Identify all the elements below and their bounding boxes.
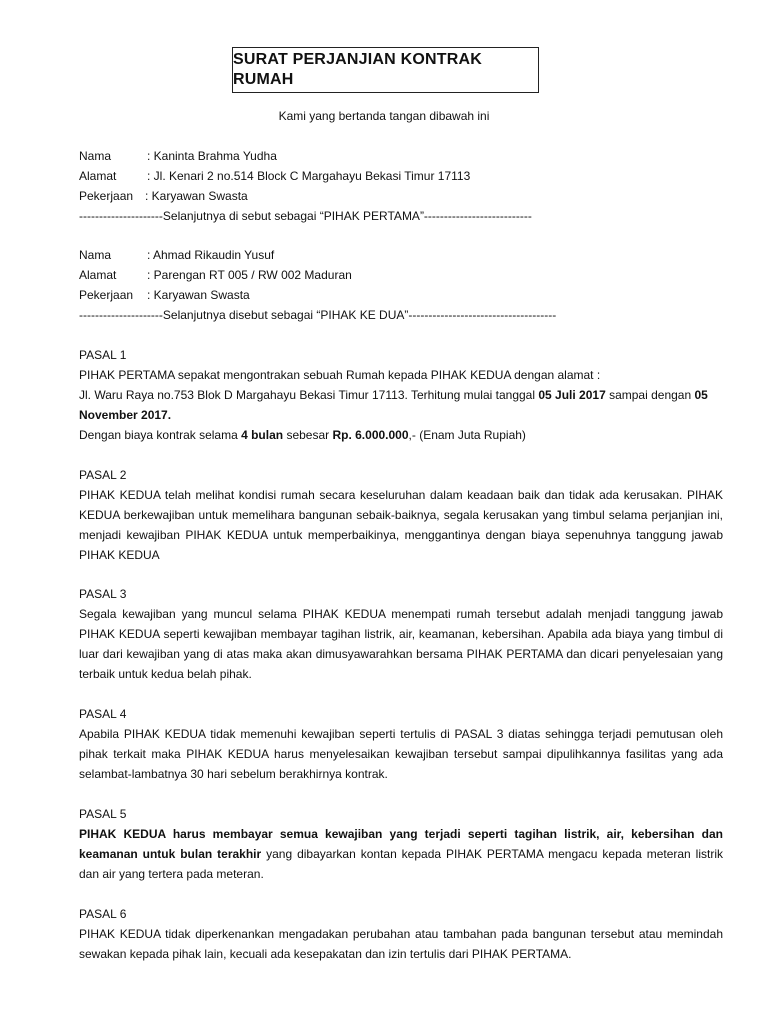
biaya-kontrak: Rp. 6.000.000	[332, 428, 409, 442]
pekerjaan-label: Pekerjaan	[79, 288, 134, 302]
pekerjaan-label: Pekerjaan	[79, 189, 134, 203]
pasal-5-bold-text: PIHAK KEDUA harus membayar semua kewajiban yang terjadi seperti tagihan listrik, air, kebersihan dan keamanan untuk bulan terakhir	[79, 827, 723, 861]
pasal-heading: PASAL 6	[79, 907, 127, 921]
pasal-5-text	[79, 824, 723, 884]
pasal-heading: PASAL 3	[79, 587, 127, 601]
field-row	[79, 285, 699, 305]
nama-label: Nama	[79, 248, 112, 262]
connector-text: sampai dengan	[605, 388, 695, 402]
pasal-4-text: Apabila PIHAK KEDUA tidak memenuhi kewajiban seperti tertulis di PASAL 3 diatas sehingga terjadi pemutusan oleh pihak terkait maka PIHAK KEDUA harus menyelesaikan kewajiban tersebut sampai dipulihkannya fasilitas yang ada selambat-lambatnya 30 hari sebelum berakhirnya kontrak.	[79, 727, 723, 781]
pasal-1	[79, 345, 723, 445]
pasal-3	[79, 584, 723, 684]
pasal-1-line-3	[79, 425, 723, 445]
pasal-heading: PASAL 1	[79, 348, 127, 362]
field-row	[79, 146, 699, 166]
tanggal-mulai: 05 Juli 2017	[538, 388, 606, 402]
field-row	[79, 186, 699, 206]
pihak-pertama-separator: ---------------------Selanjutnya di sebut sebagai “PIHAK PERTAMA”---------------------------	[79, 209, 532, 223]
field-row	[79, 265, 699, 285]
nama-label: Nama	[79, 149, 112, 163]
alamat-value: : Jl. Kenari 2 no.514 Block C Margahayu Bekasi Timur 17113	[147, 169, 471, 183]
field-row	[79, 166, 699, 186]
pihak-pertama-block	[79, 146, 699, 226]
nama-value: : Kaninta Brahma Yudha	[147, 149, 277, 163]
pihak-kedua-separator: ---------------------Selanjutnya disebut sebagai “PIHAK KE DUA”-------------------------------------	[79, 308, 557, 322]
intro-text: Kami yang bertanda tangan dibawah ini	[278, 109, 490, 123]
alamat-rumah-text: Jl. Waru Raya no.753 Blok D Margahayu Bekasi Timur 17113. Terhitung mulai tanggal	[79, 388, 539, 402]
pasal-1-line-1: PIHAK PERTAMA sepakat mengontrakan sebuah Rumah kepada PIHAK KEDUA dengan alamat :	[79, 368, 601, 382]
alamat-label: Alamat	[79, 169, 117, 183]
alamat-value: : Parengan RT 005 / RW 002 Maduran	[147, 268, 352, 282]
document-title: SURAT PERJANJIAN KONTRAK RUMAH	[232, 47, 539, 93]
pasal-6-text: PIHAK KEDUA tidak diperkenankan mengadakan perubahan atau tambahan pada bangunan tersebut atau memindah sewakan kepada pihak lain, kecuali ada kesepakatan dan izin tertulis dari PIHAK PERTAMA.	[79, 927, 723, 961]
pasal-2-text: PIHAK KEDUA telah melihat kondisi rumah secara keseluruhan dalam keadaan baik dan tidak ada kerusakan. PIHAK KEDUA berkewajiban untuk memelihara bangunan sebaik-baiknya, segala kerusakan yang timbul selama perjanjian ini, menjadi kewajiban PIHAK KEDUA untuk memperbaikinya, menggantinya dengan biaya sepenuhnya tanggung jawab PIHAK KEDUA	[79, 488, 723, 562]
biaya-prefix: Dengan biaya kontrak selama	[79, 428, 242, 442]
pekerjaan-value: : Karyawan Swasta	[145, 189, 248, 203]
field-row	[79, 245, 699, 265]
pasal-5-rest-text: yang dibayarkan kontan kepada PIHAK PERTAMA mengacu kepada meteran listrik dan air yang tertera pada meteran.	[79, 847, 723, 881]
pihak-kedua-block	[79, 245, 699, 325]
pasal-3-text: Segala kewajiban yang muncul selama PIHAK KEDUA menempati rumah tersebut adalah menjadi tanggung jawab PIHAK KEDUA seperti kewajiban membayar tagihan listrik, air, keamanan, kebersihan. Apabila ada biaya yang timbul di luar dari kewajiban yang di atas maka akan dimusyawarahkan bersama PIHAK PERTAMA dan dicari penyelesaian yang terbaik untuk kedua belah pihak.	[79, 607, 723, 681]
pasal-5	[79, 804, 723, 884]
tanggal-selesai: 05 November 2017	[79, 388, 708, 422]
durasi-kontrak: 4 bulan	[241, 428, 284, 442]
pasal-heading: PASAL 4	[79, 707, 127, 721]
pasal-1-line-2	[79, 385, 723, 425]
pasal-2	[79, 465, 723, 565]
nama-value: : Ahmad Rikaudin Yusuf	[147, 248, 275, 262]
pasal-heading: PASAL 2	[79, 468, 127, 482]
alamat-label: Alamat	[79, 268, 117, 282]
pasal-heading: PASAL 5	[79, 807, 127, 821]
pasal-4	[79, 704, 723, 784]
pasal-6	[79, 904, 723, 964]
period-text: .	[167, 408, 172, 422]
biaya-terbilang: ,- (Enam Juta Rupiah)	[408, 428, 526, 442]
biaya-connector: sebesar	[283, 428, 333, 442]
pekerjaan-value: : Karyawan Swasta	[147, 288, 250, 302]
